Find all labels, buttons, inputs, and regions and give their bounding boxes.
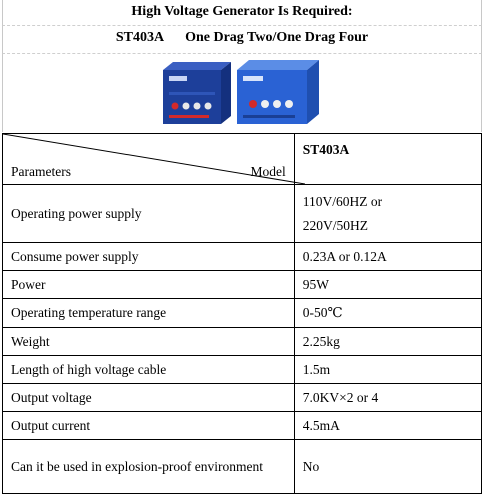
- spec-table: [2, 133, 482, 494]
- page-subtitle: [2, 26, 482, 54]
- table-row: [3, 412, 482, 440]
- table-row: [3, 440, 482, 494]
- table-row: [3, 271, 482, 299]
- table-header-row: [3, 134, 482, 185]
- product-photos: [2, 54, 482, 132]
- page-title: High Voltage Generator Is Required:: [2, 0, 482, 26]
- param-cell: Operating power supply: [3, 185, 295, 243]
- value-cell: 2.25kg: [294, 328, 481, 356]
- value-cell: 95W: [294, 271, 481, 299]
- param-cell: Weight: [3, 328, 295, 356]
- param-cell: Operating temperature range: [3, 299, 295, 328]
- value-line: 110V/60HZ or: [302, 193, 383, 209]
- table-row: [3, 185, 482, 243]
- value-cell: No: [294, 440, 481, 494]
- value-cell: 4.5mA: [294, 412, 481, 440]
- value-cell: 0.23A or 0.12A: [294, 243, 481, 271]
- value-line: 220V/50HZ: [302, 217, 368, 233]
- model-label: Model: [250, 164, 286, 179]
- value-cell: 0-50℃: [294, 299, 481, 328]
- value-cell: 1.5m: [294, 356, 481, 384]
- table-row: [3, 299, 482, 328]
- param-cell: Output current: [3, 412, 295, 440]
- table-row: [3, 356, 482, 384]
- parameters-model-header: [3, 134, 295, 185]
- table-row: [3, 328, 482, 356]
- value-cell: 7.0KV×2 or 4: [294, 384, 481, 412]
- param-cell: Output voltage: [3, 384, 295, 412]
- param-cell: Can it be used in explosion-proof environment: [3, 440, 295, 494]
- table-row: [3, 384, 482, 412]
- dark-blue-generator-unit-icon: [163, 62, 231, 124]
- blue-generator-unit-icon: [237, 60, 319, 124]
- parameters-label: Parameters: [11, 164, 71, 179]
- subtitle-description: One Drag Two/One Drag Four: [185, 30, 369, 45]
- table-row: [3, 243, 482, 271]
- value-cell: [294, 185, 481, 243]
- param-cell: Length of high voltage cable: [3, 356, 295, 384]
- param-cell: Consume power supply: [3, 243, 295, 271]
- param-cell: Power: [3, 271, 295, 299]
- model-value: ST403A: [294, 134, 481, 185]
- subtitle-model: ST403A: [115, 30, 165, 45]
